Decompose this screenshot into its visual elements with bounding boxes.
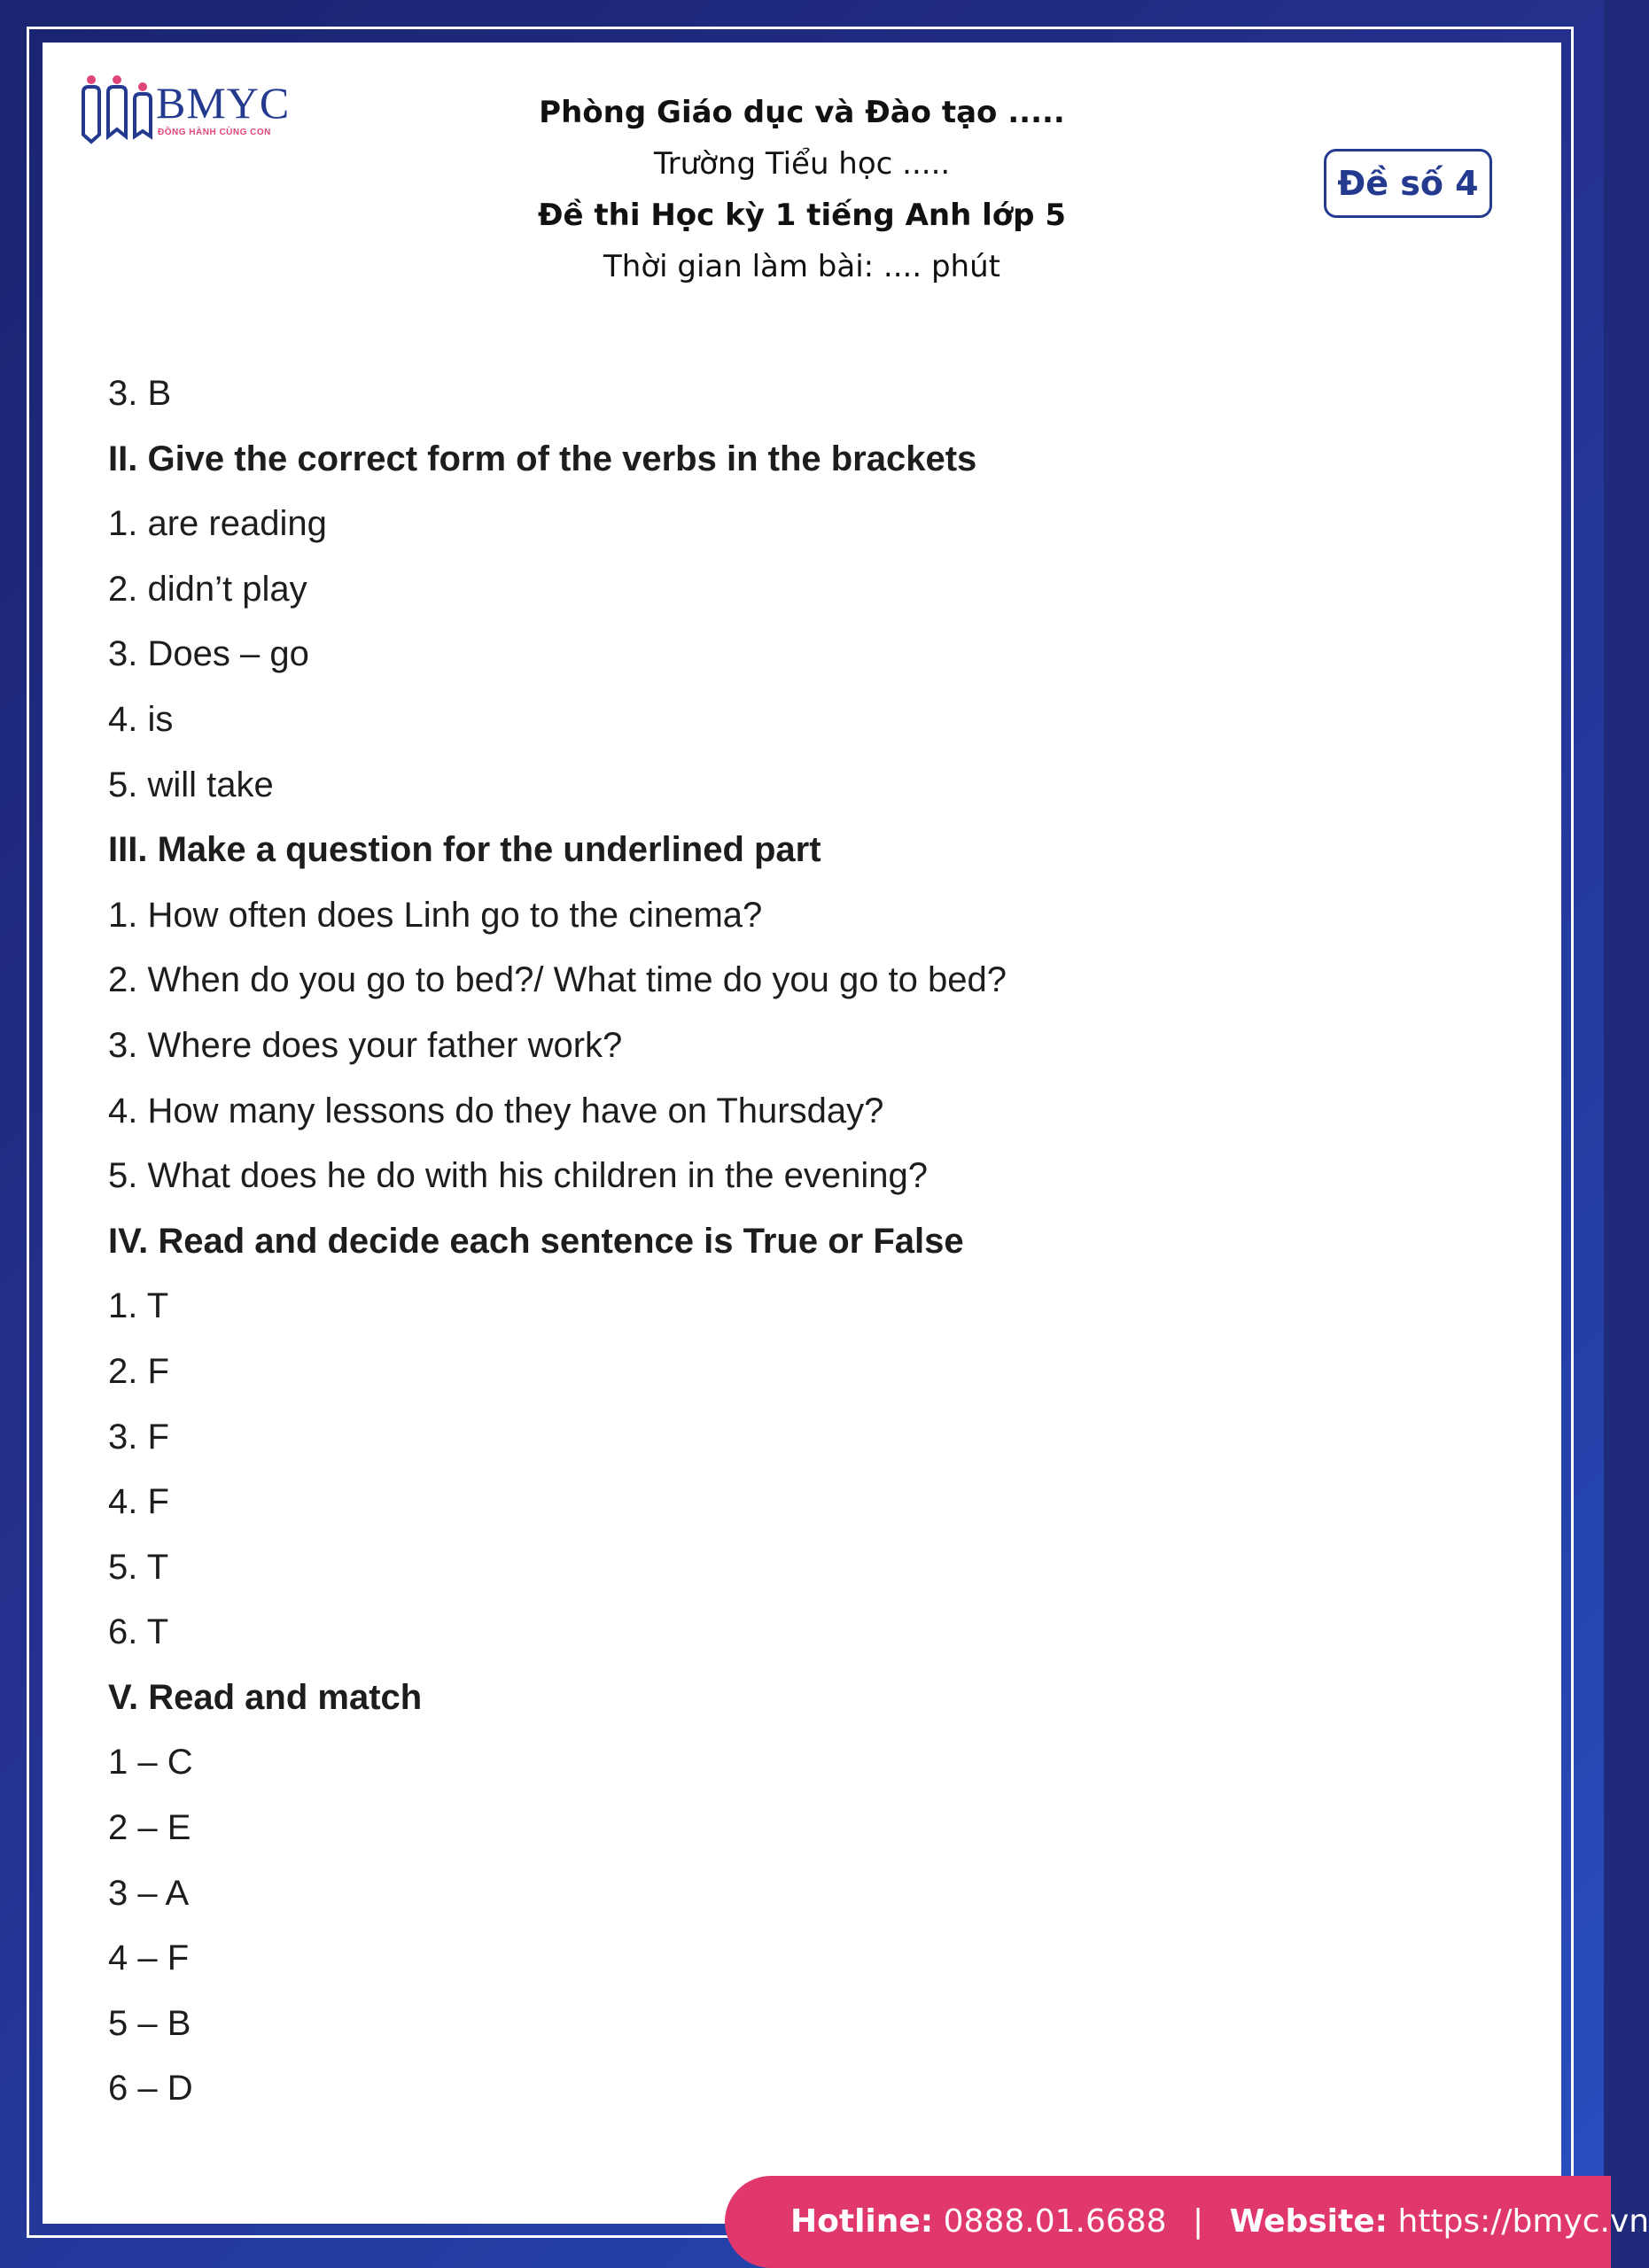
answer-line: 5 – B: [108, 2003, 191, 2043]
section-heading: IV. Read and decide each sentence is True or False: [108, 1221, 964, 1261]
answer-line: 1 – C: [108, 1743, 193, 1783]
answer-line: 5. will take: [108, 765, 274, 804]
bmyc-logo: [80, 74, 292, 145]
exam-title: Đề thi Học kỳ 1 tiếng Anh lớp 5: [538, 198, 1066, 233]
answer-line: 4. is: [108, 699, 174, 739]
website-link[interactable]: https://bmyc.vn: [1397, 2203, 1649, 2240]
section-heading: II. Give the correct form of the verbs in the brackets: [108, 439, 977, 478]
hotline-label: Hotline:: [790, 2203, 934, 2240]
answer-line: 2. F: [108, 1351, 169, 1391]
section-heading: V. Read and match: [108, 1677, 423, 1717]
department-name: Phòng Giáo dục và Đào tạo .....: [539, 95, 1065, 130]
footer-separator: |: [1193, 2203, 1204, 2240]
answer-line: 3. B: [108, 374, 172, 413]
answer-key: [108, 367, 1437, 2127]
contact-footer: [725, 2176, 1649, 2268]
answer-line: 5. What does he do with his children in the evening?: [108, 1156, 929, 1196]
answer-line: 1. T: [108, 1286, 169, 1326]
brand-tagline: ĐỒNG HÀNH CÙNG CON: [158, 128, 271, 137]
answer-line: 6. T: [108, 1612, 169, 1652]
brand-name: BMYC: [156, 78, 291, 128]
answer-line: 2. When do you go to bed?/ What time do you go to bed?: [108, 960, 1007, 1000]
answer-line: 6 – D: [108, 2069, 193, 2109]
answer-line: 2. didn’t play: [108, 569, 307, 609]
family-logo-icon: [80, 74, 154, 145]
school-name: Trường Tiểu học .....: [653, 146, 951, 182]
answer-line: 1. How often does Linh go to the cinema?: [108, 895, 763, 935]
website-label: Website:: [1229, 2203, 1388, 2240]
answer-line: 3. Where does your father work?: [108, 1025, 623, 1065]
section-heading: III. Make a question for the underlined part: [108, 830, 821, 870]
hotline-number[interactable]: 0888.01.6688: [943, 2203, 1167, 2240]
answer-line: 4. How many lessons do they have on Thursday?: [108, 1091, 884, 1130]
answer-line: 4. F: [108, 1482, 169, 1522]
answer-line: 1. are reading: [108, 504, 327, 544]
answer-line: 4 – F: [108, 1938, 190, 1978]
exam-header: [447, 87, 1156, 292]
exam-duration: Thời gian làm bài: .... phút: [603, 249, 1000, 284]
answer-line: 3 – A: [108, 1873, 190, 1913]
answer-line: 2 – E: [108, 1808, 191, 1848]
answer-line: 3. F: [108, 1417, 169, 1456]
answer-line: 5. T: [108, 1547, 169, 1587]
answer-line: 3. Does – go: [108, 634, 309, 674]
exam-number-badge: Đề số 4: [1324, 149, 1492, 218]
